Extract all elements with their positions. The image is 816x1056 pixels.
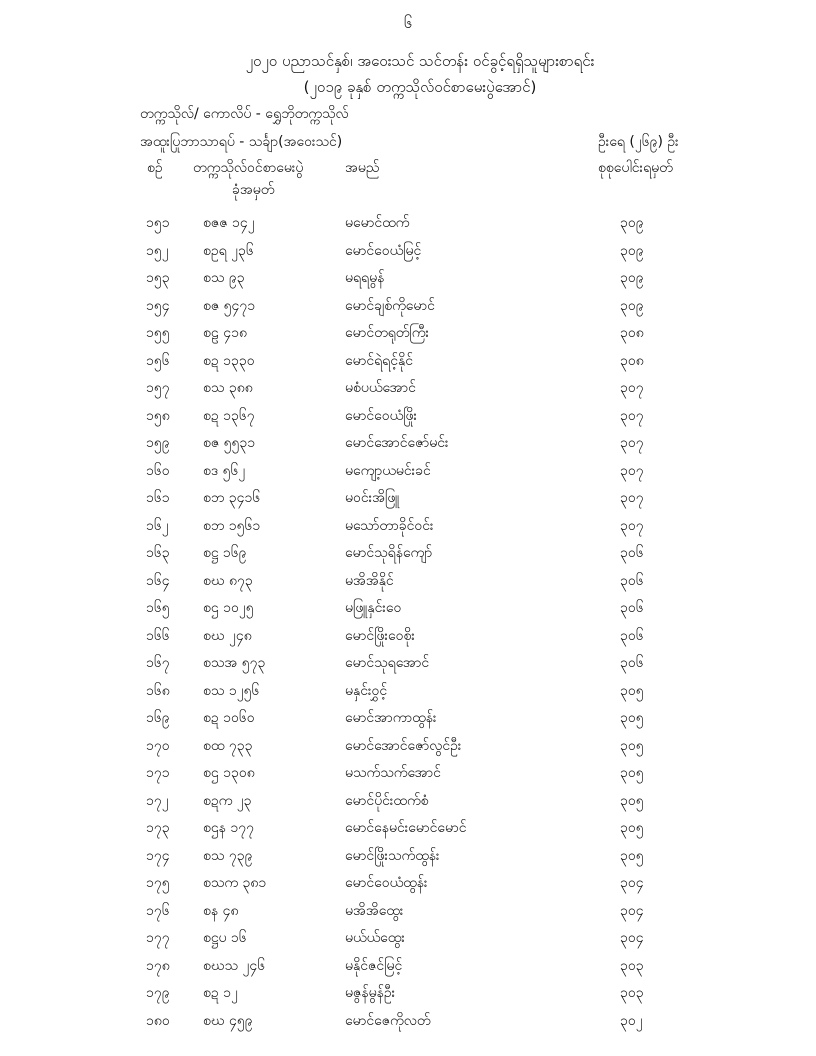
table-row bbox=[0, 598, 816, 624]
row-serial-no: ၁၆၂ bbox=[146, 517, 169, 534]
row-total-marks: ၃၀၅ bbox=[620, 737, 644, 754]
table-row bbox=[0, 791, 816, 817]
row-roll-number: စဍ ၁၃၆၇ bbox=[203, 407, 255, 424]
row-serial-no: ၁၆၁ bbox=[146, 490, 170, 506]
row-total-marks: ၃၀၇ bbox=[620, 380, 644, 396]
row-total-marks: ၃၀၄ bbox=[620, 875, 644, 891]
table-row bbox=[0, 406, 816, 432]
row-name: မနှင်းဝွှင့် bbox=[345, 682, 388, 699]
row-serial-no: ၁၆၉ bbox=[146, 710, 170, 726]
row-serial-no: ၁၅၆ bbox=[146, 352, 170, 369]
row-total-marks: ၃၀၉ bbox=[620, 242, 644, 259]
table-row bbox=[0, 241, 816, 267]
table-row bbox=[0, 818, 816, 844]
row-name: မောင်သုရအောင် bbox=[345, 655, 430, 671]
row-serial-no: ၁၆၇ bbox=[146, 655, 170, 671]
row-roll-number: စထ ၇၃၃ bbox=[203, 737, 253, 754]
row-total-marks: ၃၀၃ bbox=[620, 985, 644, 1001]
row-name: မောင်ဝေယံထွန်း bbox=[345, 875, 428, 891]
row-name: မောင်တရုတ်ကြီး bbox=[345, 325, 430, 341]
table-row bbox=[0, 708, 816, 734]
row-roll-number: စဌ ၁၀၂၅ bbox=[203, 600, 254, 616]
table-row bbox=[0, 846, 816, 872]
row-total-marks: ၃၀၇ bbox=[620, 435, 644, 451]
row-roll-number: စသ ၁၂၅၆ bbox=[203, 682, 260, 699]
row-serial-no: ၁၇၀ bbox=[146, 737, 170, 754]
header-total-marks: စုစုပေါင်းရမှတ် bbox=[598, 160, 673, 176]
row-serial-no: ၁၆၅ bbox=[146, 600, 170, 616]
row-serial-no: ၁၅၁ bbox=[146, 215, 170, 231]
row-serial-no: ၁၅၇ bbox=[146, 380, 170, 396]
row-name: မောင်ဖြိုးသက်ထွန်း bbox=[345, 847, 440, 864]
row-serial-no: ၁၆၀ bbox=[146, 462, 170, 479]
header-serial-no: စဉ် bbox=[147, 160, 163, 176]
row-serial-no: ၁၅၅ bbox=[146, 325, 170, 341]
student-count: ဦးရေ (၂၆၉) ဦး bbox=[598, 134, 679, 150]
row-name: မယ်ယ်ထွေး bbox=[345, 930, 405, 946]
row-serial-no: ၁၆၃ bbox=[146, 545, 170, 561]
row-name: မသော်တာခိုင်ဝင်း bbox=[345, 517, 434, 534]
row-serial-no: ၁၇၃ bbox=[146, 820, 170, 836]
row-name: မောင်ဝေယံမြင့် bbox=[345, 242, 422, 259]
table-row bbox=[0, 653, 816, 679]
table-row bbox=[0, 213, 816, 239]
row-name: မောင်ရဲရင့်နိုင် bbox=[345, 352, 413, 369]
row-roll-number: စဌ ၁၃၀၈ bbox=[203, 765, 255, 781]
row-total-marks: ၃၀၆ bbox=[620, 655, 644, 671]
row-roll-number: စဠ ၄၁၈ bbox=[203, 325, 248, 341]
row-roll-number: စဒ ၅၆၂ bbox=[203, 462, 246, 479]
table-row bbox=[0, 626, 816, 652]
row-name: မောင်နေမင်းမောင်မောင် bbox=[345, 820, 467, 836]
row-name: မစံပယ်အောင် bbox=[345, 380, 416, 396]
row-serial-no: ၁၇၂ bbox=[146, 792, 169, 809]
row-roll-number: စသ ၉၃ bbox=[203, 270, 245, 286]
table-row bbox=[0, 516, 816, 542]
row-name: မောင်အောင်ဇော်လွင်ဦး bbox=[345, 737, 462, 754]
table-row bbox=[0, 901, 816, 927]
row-roll-number: စသ ၇၃၉ bbox=[203, 847, 253, 864]
row-total-marks: ၃၀၅ bbox=[620, 792, 644, 809]
university-line: တက္ကသိုလ်/ ကောလိပ် - ရွှေဘိုတက္ကသိုလ် bbox=[140, 106, 349, 122]
row-total-marks: ၃၀၉ bbox=[620, 297, 644, 314]
row-total-marks: ၃၀၄ bbox=[620, 902, 644, 919]
row-name: မဇွန်မွန်ဦး bbox=[345, 985, 396, 1001]
row-total-marks: ၃၀၉ bbox=[620, 215, 644, 231]
row-name: မအိအိနိုင် bbox=[345, 572, 394, 589]
row-roll-number: စဘ ၃၄၁၆ bbox=[203, 490, 261, 506]
row-total-marks: ၃၀၇ bbox=[620, 517, 644, 534]
row-serial-no: ၁၆၆ bbox=[146, 627, 170, 644]
row-roll-number: စန ၄၈ bbox=[203, 902, 239, 919]
row-name: မမောင်ထက် bbox=[345, 215, 410, 231]
table-row bbox=[0, 1011, 816, 1037]
row-name: မောင်သုရိန်ကျော် bbox=[345, 545, 433, 561]
row-roll-number: စဍ ၁၃၃၀ bbox=[203, 352, 255, 369]
row-name: မနိုင်ဇင်မြင့် bbox=[345, 957, 403, 974]
table-row bbox=[0, 378, 816, 404]
row-serial-no: ၁၇၆ bbox=[146, 902, 170, 919]
row-total-marks: ၃၀၉ bbox=[620, 270, 644, 286]
row-roll-number: စဍ ၁၂ bbox=[203, 985, 238, 1001]
row-roll-number: စသက ၃၈၁ bbox=[203, 875, 267, 891]
row-name: မကျော့ယမင်းခင် bbox=[345, 462, 431, 479]
row-total-marks: ၃၀၅ bbox=[620, 820, 644, 836]
row-serial-no: ၁၆၈ bbox=[146, 682, 170, 699]
row-roll-number: စဇ ၅၅၃၁ bbox=[203, 435, 256, 451]
table-row bbox=[0, 268, 816, 294]
row-total-marks: ၃၀၇ bbox=[620, 490, 644, 506]
row-roll-number: စဋ္ဌပ ၁၆ bbox=[203, 930, 247, 946]
row-name: မရရမွန် bbox=[345, 270, 385, 286]
row-serial-no: ၁၅၃ bbox=[146, 270, 170, 286]
table-row bbox=[0, 928, 816, 954]
row-name: မဝင်းအိဖြူ bbox=[345, 490, 400, 506]
header-roll-number: တက္ကသိုလ်ဝင်စာမေးပွဲ bbox=[193, 160, 304, 176]
row-total-marks: ၃၀၇ bbox=[620, 407, 644, 424]
row-total-marks: ၃၀၅ bbox=[620, 710, 644, 726]
row-roll-number: စဃသ ၂၄၆ bbox=[203, 957, 266, 974]
row-roll-number: စဍက ၂၃ bbox=[203, 792, 252, 809]
table-row bbox=[0, 351, 816, 377]
row-roll-number: စဇ ၅၄၇၁ bbox=[203, 297, 256, 314]
row-name: မောင်ချစ်ကိုမောင် bbox=[345, 297, 435, 314]
row-name: မောင်အာကာထွန်း bbox=[345, 710, 437, 726]
row-roll-number: စဇဇ ၁၄၂ bbox=[203, 215, 255, 231]
row-serial-no: ၁၅၂ bbox=[146, 242, 169, 259]
row-roll-number: စဍ ၁၀၆၀ bbox=[203, 710, 255, 726]
row-total-marks: ၃၀၅ bbox=[620, 682, 644, 699]
table-row bbox=[0, 323, 816, 349]
row-total-marks: ၃၀၄ bbox=[620, 930, 644, 946]
row-roll-number: စသအ ၅၇၃ bbox=[203, 655, 266, 671]
row-name: မအိအိထွေး bbox=[345, 902, 404, 919]
table-row bbox=[0, 571, 816, 597]
row-serial-no: ၁၅၄ bbox=[146, 297, 170, 314]
table-row bbox=[0, 461, 816, 487]
row-total-marks: ၃၀၂ bbox=[620, 1012, 643, 1029]
header-roll-number-line-2: ခုံအမှတ် bbox=[232, 182, 275, 198]
row-serial-no: ၁၇၄ bbox=[146, 847, 170, 864]
row-roll-number: စဃ ၂၄၈ bbox=[203, 627, 252, 644]
page-number: ၆ bbox=[403, 14, 413, 32]
row-serial-no: ၁၇၁ bbox=[146, 765, 170, 781]
table-row bbox=[0, 736, 816, 762]
row-serial-no: ၁၈၀ bbox=[146, 1012, 170, 1029]
row-serial-no: ၁၇၅ bbox=[146, 875, 170, 891]
row-roll-number: စဃ ၄၅၉ bbox=[203, 1012, 253, 1029]
row-name: မောင်ဝေယံဖြိုး bbox=[345, 407, 418, 424]
row-name: မောင်အောင်ဇော်မင်း bbox=[345, 435, 449, 451]
table-row bbox=[0, 956, 816, 982]
row-total-marks: ၃၀၇ bbox=[620, 462, 644, 479]
row-name: မဖြူနှင်းဝေ bbox=[345, 600, 402, 616]
row-name: မောင်ပိုင်းထက်စံ bbox=[345, 792, 429, 809]
row-roll-number: စဘ ၁၅၆၁ bbox=[203, 517, 261, 534]
table-row bbox=[0, 296, 816, 322]
row-roll-number: စသ ၃၈၈ bbox=[203, 380, 253, 396]
major-line: အထူးပြုဘာသာရပ် - သင်္ချာ(အဝေးသင်) bbox=[140, 134, 343, 150]
row-roll-number: စဌန ၁၇၇ bbox=[203, 820, 254, 836]
row-total-marks: ၃၀၆ bbox=[620, 572, 644, 589]
row-serial-no: ၁၅၈ bbox=[146, 407, 170, 424]
row-total-marks: ၃၀၆ bbox=[620, 600, 644, 616]
row-roll-number: စဋ္ဌ ၁၆၉ bbox=[203, 545, 247, 561]
row-total-marks: ၃၀၈ bbox=[620, 325, 644, 341]
row-total-marks: ၃၀၆ bbox=[620, 545, 644, 561]
table-row bbox=[0, 433, 816, 459]
table-row bbox=[0, 983, 816, 1009]
row-name: မောင်ဇေကိုလတ် bbox=[345, 1012, 431, 1029]
header-name: အမည် bbox=[345, 160, 380, 176]
row-name: မောင်ဖြိုးဝေစိုး bbox=[345, 627, 415, 644]
row-serial-no: ၁၆၄ bbox=[146, 572, 170, 589]
table-row bbox=[0, 873, 816, 899]
row-total-marks: ၃၀၃ bbox=[620, 957, 644, 974]
row-total-marks: ၃၀၅ bbox=[620, 765, 644, 781]
row-serial-no: ၁၇၇ bbox=[146, 930, 170, 946]
row-serial-no: ၁၇၉ bbox=[146, 985, 170, 1001]
row-total-marks: ၃၀၈ bbox=[620, 352, 644, 369]
row-name: မသက်သက်အောင် bbox=[345, 765, 441, 781]
row-serial-no: ၁၅၉ bbox=[146, 435, 170, 451]
table-row bbox=[0, 681, 816, 707]
row-roll-number: စဥရ ၂၃၆ bbox=[203, 242, 254, 259]
document-title: ၂၀၂၀ ပညာသင်နှစ်၊ အဝေးသင် သင်တန်း ဝင်ခွင့်ရရှိသူများစာရင်း bbox=[245, 52, 595, 70]
table-row bbox=[0, 488, 816, 514]
row-total-marks: ၃၀၅ bbox=[620, 847, 644, 864]
document-subtitle: (၂၀၁၉ ခုနှစ် တက္ကသိုလ်ဝင်စာမေးပွဲအောင်) bbox=[303, 78, 537, 96]
row-roll-number: စဃ ၈၇၃ bbox=[203, 572, 253, 589]
row-total-marks: ၃၀၆ bbox=[620, 627, 644, 644]
table-row bbox=[0, 763, 816, 789]
table-row bbox=[0, 543, 816, 569]
row-serial-no: ၁၇၈ bbox=[146, 957, 170, 974]
